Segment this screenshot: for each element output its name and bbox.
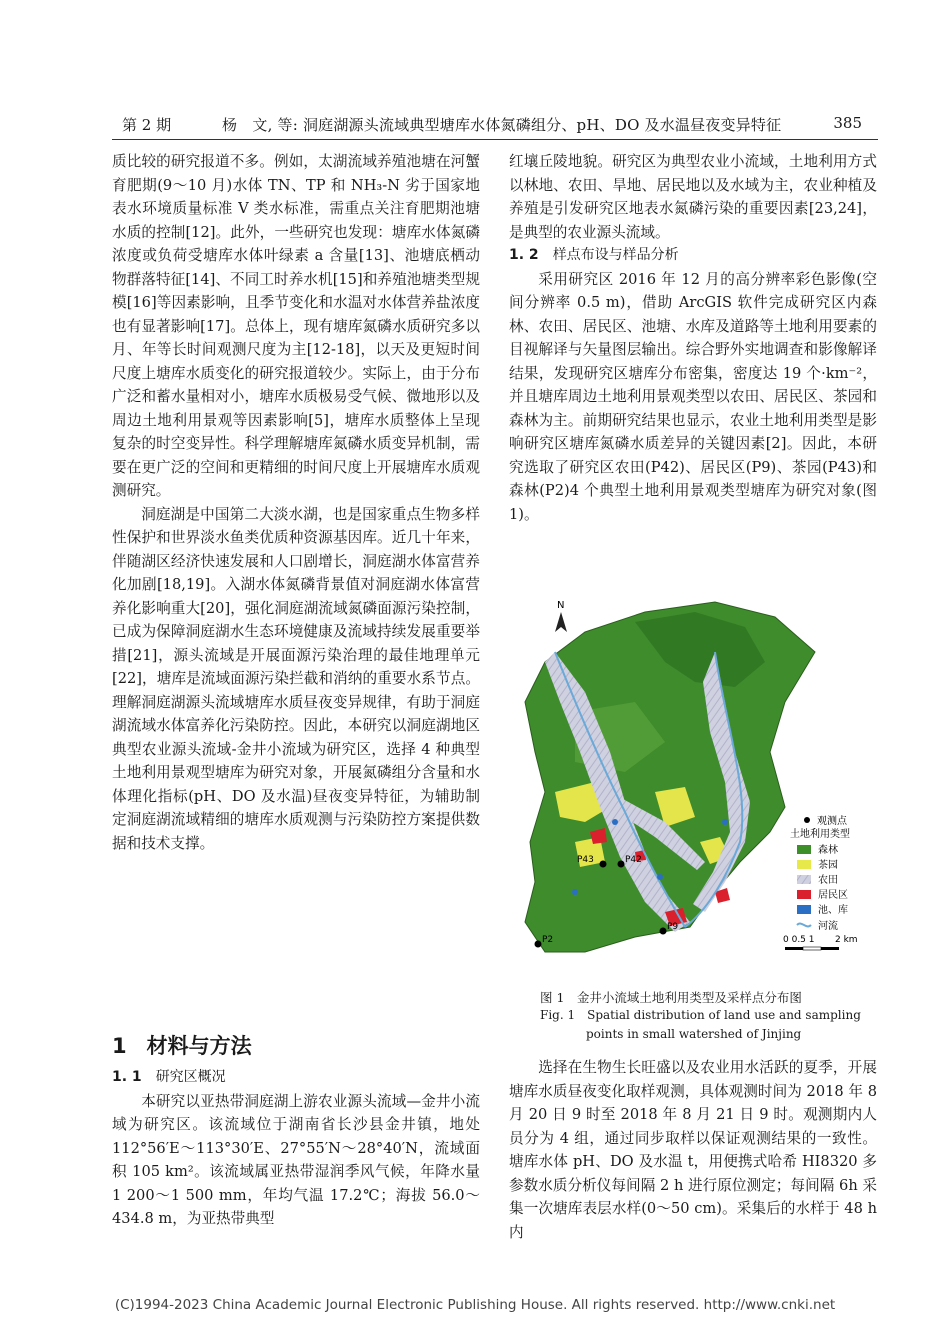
north-arrow-icon	[555, 600, 567, 632]
left-column-lower	[112, 1066, 480, 1231]
running-title: 杨 文, 等: 洞庭湖源头流域典型塘库水体氮磷组分、pH、DO 及水温昼夜变异特征	[222, 116, 782, 134]
paragraph: 采用研究区 2016 年 12 月的高分辨率彩色影像(空间分辨率 0.5 m)，借助 ArcGIS 软件完成研究区内森林、农田、居民区、池塘、水库及道路等土地利用要素的目视解译与矢量图层输出。综合野外实地调查和影像解译结果，发现研究区塘库分布密集，密度达 19 个·km⁻²，并且塘库周边土地利用景观类型以农田、居民区、茶园和森林为主。前期研究结果也显示，农业土地利用类型是影响研究区塘库氮磷水质差异的关键因素[2]。因此，本研究选取了研究区农田(P42)、居民区(P9)、茶园(P43)和森林(P2)4 个典型土地利用景观类型塘库为研究对象(图 1)。	[509, 270, 877, 523]
legend-swatch-residential	[797, 890, 811, 899]
figure-caption-cn: 图 1 金井小流域土地利用类型及采样点分布图	[540, 990, 802, 1005]
page-number: 385	[833, 114, 862, 132]
paragraph: 本研究以亚热带洞庭湖上游农业源头流域—金井小流域为研究区。该流域位于湖南省长沙县金井镇，地处 112°56′E～113°30′E、27°55′N～28°40′N，流域面积 105 km²。该流域属亚热带湿润季风气候，年降水量 1 200～1 500 mm，年均气温 17.2℃；海拔 56.0～434.8 m，为亚热带典型	[112, 1092, 480, 1227]
svg-text:土地利用类型: 土地利用类型	[790, 829, 850, 840]
land-use-map-figure	[515, 592, 875, 982]
map-svg	[515, 592, 875, 982]
header-rule	[112, 139, 878, 140]
svg-text:0 0.5 1: 0 0.5 1	[783, 935, 815, 945]
svg-text:河流: 河流	[818, 921, 838, 932]
legend-swatch-river	[797, 924, 811, 927]
svg-text:农田: 农田	[818, 875, 838, 886]
svg-text:P42: P42	[625, 855, 642, 865]
svg-text:N: N	[557, 600, 565, 611]
svg-text:池、库: 池、库	[818, 905, 848, 916]
svg-text:观测点: 观测点	[817, 816, 847, 827]
subsection-heading: 1. 2 样点布设与样品分析	[509, 247, 679, 263]
right-column-lower	[509, 1056, 877, 1244]
paragraph: 质比较的研究报道不多。例如，太湖流域养殖池塘在河蟹育肥期(9～10 月)水体 TN、TP 和 NH₃-N 劣于国家地表水环境质量标准 V 类水标准，需重点关注育肥期池塘水质的控制[12]。此外，一些研究也发现：塘库水体氮磷浓度或负荷受塘库水体叶绿素 a 含量[13]、池塘底栖动物群落特征[14]、不同工时养水机[15]和养殖池塘类型规模[16]等因素影响，且季节变化和水温对水体营养盐浓度也有显著影响[17]。总体上，现有塘库氮磷水质研究多以月、年等长时间观测尺度为主[12-18]，以天及更短时间尺度上塘库水质变化的研究报道较少。实际上，由于分布广泛和蓄水量相对小，塘库水质极易受气候、微地形以及周边土地利用景观等因素影响[5]，塘库水质整体上呈现复杂的时空变异性。科学理解塘库氮磷水质变异机制，需要在更广泛的空间和更精细的时间尺度上开展塘库水质观测研究。	[112, 153, 480, 499]
section-heading	[112, 1030, 252, 1060]
legend-swatch-tea	[797, 860, 811, 869]
paragraph: 洞庭湖是中国第二大淡水湖，也是国家重点生物多样性保护和世界淡水鱼类优质种资源基因库。近几十年来，伴随湖区经济快速发展和人口剧增长，洞庭湖水体富营养化加剧[18,19]。入湖水体氮磷背景值对洞庭湖水体富营养化影响重大[20]，强化洞庭湖流域氮磷面源污染控制，已成为保障洞庭湖水生态环境健康及流域持续发展重要举措[21]，源头流域是开展面源污染治理的最佳地理单元[22]，塘库是流域面源污染拦截和消纳的重要水系节点。理解洞庭湖源头流域塘库水质昼夜变异规律，有助于洞庭湖流域水体富养化污染防控。因此，本研究以洞庭湖地区典型农业源头流域-金井小流域为研究区，选择 4 种典型土地利用景观型塘库为研究对象，开展氮磷组分含量和水体理化指标(pH、DO 及水温)昼夜变异特征，为辅助制定洞庭湖流域精细的塘库水质观测与污染防控方案提供数据和技术支撑。	[112, 505, 480, 852]
svg-text:P43: P43	[577, 855, 594, 865]
map-legend	[783, 814, 858, 950]
paragraph: 选择在生物生长旺盛以及农业用水活跃的夏季，开展塘库水质昼夜变化取样观测，具体观测时间为 2018 年 8 月 20 日 9 时至 2018 年 8 月 21 日 9 时。观测期内人员分为 4 组，通过同步取样以保证观测结果的一致性。塘库水体 pH、DO 及水温 t，用便携式哈希 HI8320 多参数水质分析仪每间隔 2 h 进行原位测定；每间隔 6h 采集一次塘库表层水样(0～50 cm)。采集后的水样于 48 h 内	[509, 1059, 877, 1241]
section-number: 1	[112, 1034, 127, 1058]
section-title: 材料与方法	[146, 1034, 252, 1058]
paragraph: 红壤丘陵地貌。研究区为典型农业小流域，土地利用方式以林地、农田、旱地、居民地以及水域为主，农业种植及养殖是引发研究区地表水氮磷污染的重要因素[23,24]，是典型的农业源头流域。	[509, 153, 877, 241]
subsection-heading: 1. 1 研究区概况	[112, 1069, 226, 1085]
svg-text:P2: P2	[542, 935, 554, 945]
svg-text:森林: 森林	[818, 845, 838, 856]
legend-swatch-forest	[797, 845, 811, 854]
running-header	[112, 112, 862, 138]
svg-text:2 km: 2 km	[835, 935, 858, 945]
legend-swatch-farmland	[797, 875, 811, 884]
legend-swatch-pond	[797, 905, 811, 914]
svg-text:P9: P9	[667, 922, 679, 932]
issue-number: 第 2 期	[122, 116, 172, 134]
svg-text:居民区: 居民区	[818, 890, 848, 901]
figure-caption-en: Fig. 1 Spatial distribution of land use and sampling points in small watershed of Jinjing	[540, 1008, 861, 1041]
left-column	[112, 150, 480, 855]
svg-text:茶园: 茶园	[818, 860, 838, 871]
copyright-footer: (C)1994-2023 China Academic Journal Electronic Publishing House. All rights reserved. http://www.cnki.net	[114, 1297, 836, 1313]
right-column	[509, 150, 877, 526]
